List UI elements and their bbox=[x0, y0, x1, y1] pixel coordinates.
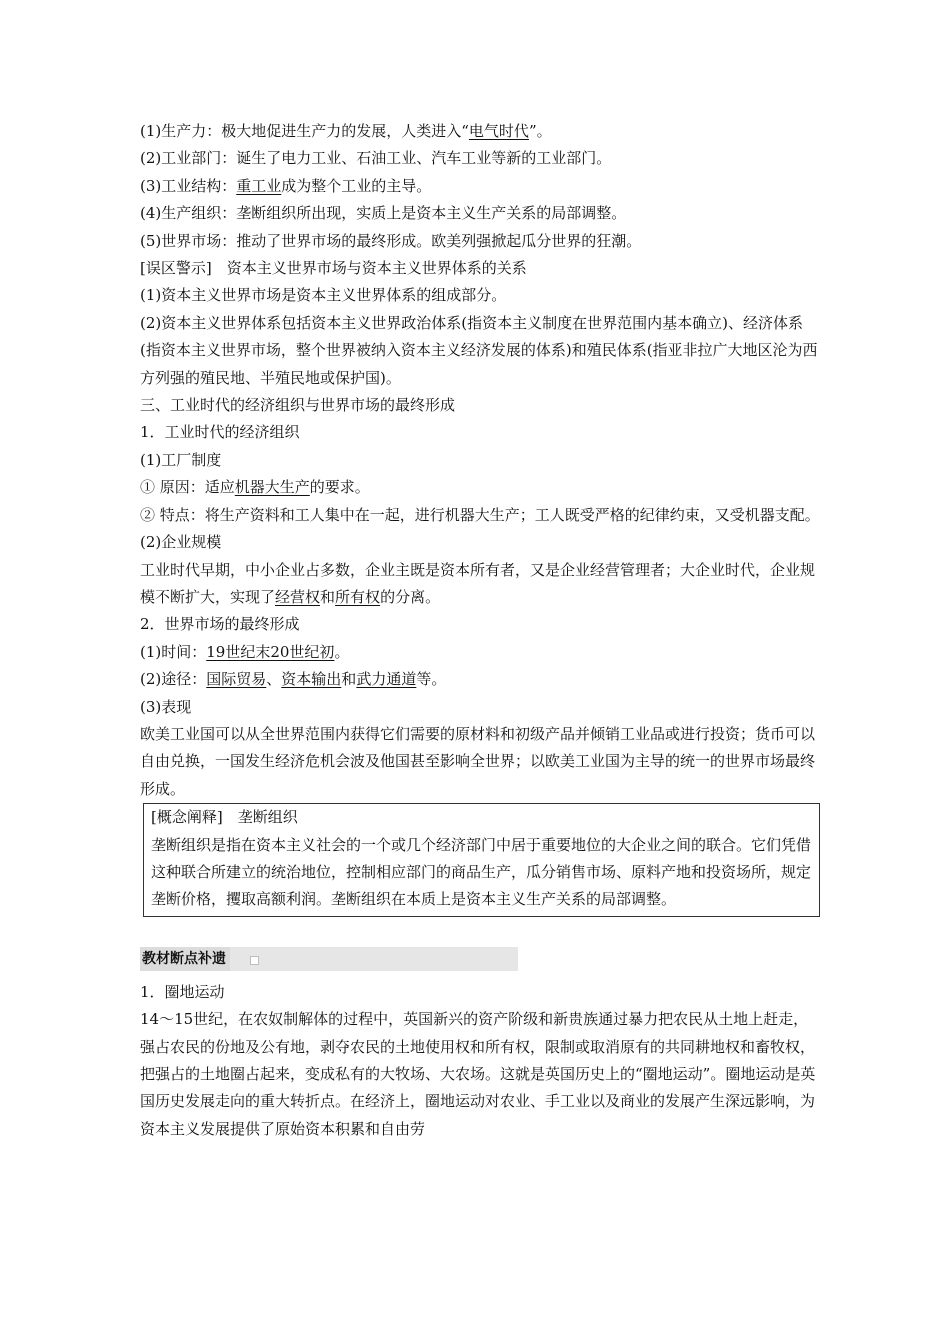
square-icon bbox=[250, 956, 259, 965]
text-line: (2)企业规模 bbox=[140, 533, 222, 552]
paragraph: 欧美工业国可以从全世界范围内获得它们需要的原材料和初级产品并倾销工业品或进行投资；货币可以自由兑换，一国发生经济危机会波及他国甚至影响全世界；以欧美工业国为主导的统一的世界市场最终形成。 bbox=[140, 724, 816, 798]
paragraph: 14～15世纪，在农奴制解体的过程中，英国新兴的资产阶级和新贵族通过暴力把农民从土地上赶走，强占农民的份地及公有地，剥夺农民的土地使用权和所有权，限制或取消原有的共同耕地权和畜牧权，把强占的土地圈占起来，变成私有的大牧场、大农场。这就是英国历史上的“圈地运动”。圈地运动是英国历史发展走向的重大转折点。在经济上，圈地运动对农业、手工业以及商业的发展产生深远影响，为资本主义发展提供了原始资本积累和自由劳 bbox=[140, 1010, 816, 1138]
text-span: (1)时间： bbox=[140, 642, 207, 661]
underlined-term: 电气时代 bbox=[468, 122, 529, 140]
text-span: ”。 bbox=[528, 122, 552, 140]
paragraph: (2)资本主义世界体系包括资本主义世界政治体系(指资本主义制度在世界范围内基本确立)、经济体系(指资本主义世界市场，整个世界被纳入资本主义经济发展的体系)和殖民体系(指亚非拉广大地区沦为西方列强的殖民地、半殖民地或保护国)。 bbox=[140, 313, 818, 387]
text-span: (2)途径： bbox=[140, 670, 207, 689]
concept-box-title: [概念阐释] 垄断组织 bbox=[151, 808, 298, 827]
text-line: (4)生产组织：垄断组织所出现，实质上是资本主义生产关系的局部调整。 bbox=[140, 204, 627, 223]
section-banner-label: 教材断点补遗 bbox=[140, 947, 230, 971]
text-span: 、 bbox=[266, 670, 282, 689]
section-banner bbox=[140, 947, 518, 971]
text-line bbox=[140, 474, 820, 501]
underlined-term: 19世纪末20世纪初 bbox=[206, 642, 335, 661]
text-line: (5)世界市场：推动了世界市场的最终形成。欧美列强掀起瓜分世界的狂潮。 bbox=[140, 231, 642, 250]
text-line: (2)工业部门：诞生了电力工业、石油工业、汽车工业等新的工业部门。 bbox=[140, 149, 612, 168]
underlined-term: 国际贸易 bbox=[206, 670, 267, 689]
text-span: 工业时代早期，中小企业占多数，企业主既是资本所有者，又是企业经营管理者；大企业时代，企业规模不断扩大，实现了 bbox=[140, 560, 816, 606]
underlined-term: 机器大生产 bbox=[234, 478, 310, 497]
text-line: (1)工厂制度 bbox=[140, 450, 222, 469]
text-line bbox=[140, 118, 820, 145]
subsection-heading: 2．世界市场的最终形成 bbox=[140, 615, 300, 634]
concept-box bbox=[143, 803, 820, 917]
paragraph bbox=[140, 557, 820, 612]
underlined-term: 经营权 bbox=[275, 587, 321, 606]
concept-box-text: 垄断组织是指在资本主义社会的一个或几个经济部门中居于重要地位的大企业之间的联合。它们凭借这种联合所建立的统治地位，控制相应部门的商品生产，瓜分销售市场、原料产地和投资场所，规定垄断价格，攫取高额利润。垄断组织在本质上是资本主义生产关系的局部调整。 bbox=[151, 835, 812, 909]
text-span: ① 原因：适应 bbox=[140, 478, 235, 497]
subsection-heading: 1．圈地运动 bbox=[140, 982, 225, 1001]
section-heading: 三、工业时代的经济组织与世界市场的最终形成 bbox=[140, 396, 456, 415]
underlined-term: 重工业 bbox=[236, 176, 282, 195]
paragraph: ② 特点：将生产资料和工人集中在一起，进行机器大生产；工人既受严格的纪律约束，又受机器支配。 bbox=[140, 505, 820, 524]
text-line: (1)资本主义世界市场是资本主义世界体系的组成部分。 bbox=[140, 286, 507, 305]
underlined-term: 资本输出 bbox=[281, 670, 342, 689]
underlined-term: 所有权 bbox=[335, 587, 381, 606]
text-span: 和 bbox=[320, 587, 336, 606]
text-span: 。 bbox=[334, 642, 350, 661]
text-span: 和 bbox=[341, 670, 357, 689]
text-line bbox=[140, 666, 820, 693]
text-span: (1)生产力：极大地促进生产力的发展，人类进入“ bbox=[140, 122, 469, 140]
text-line bbox=[140, 639, 820, 666]
text-span: 成为整个工业的主导。 bbox=[281, 176, 432, 195]
text-span: 等。 bbox=[416, 670, 447, 689]
text-line: (3)表现 bbox=[140, 697, 192, 716]
text-span: (3)工业结构： bbox=[140, 176, 237, 195]
text-line bbox=[140, 173, 820, 200]
text-span: 的要求。 bbox=[309, 478, 370, 497]
underlined-term: 武力通道 bbox=[356, 670, 417, 689]
text-span: 的分离。 bbox=[380, 587, 441, 606]
document-page bbox=[140, 118, 820, 1143]
subsection-heading: 1．工业时代的经济组织 bbox=[140, 423, 300, 442]
misconception-heading: [误区警示] 资本主义世界市场与资本主义世界体系的关系 bbox=[140, 259, 527, 278]
